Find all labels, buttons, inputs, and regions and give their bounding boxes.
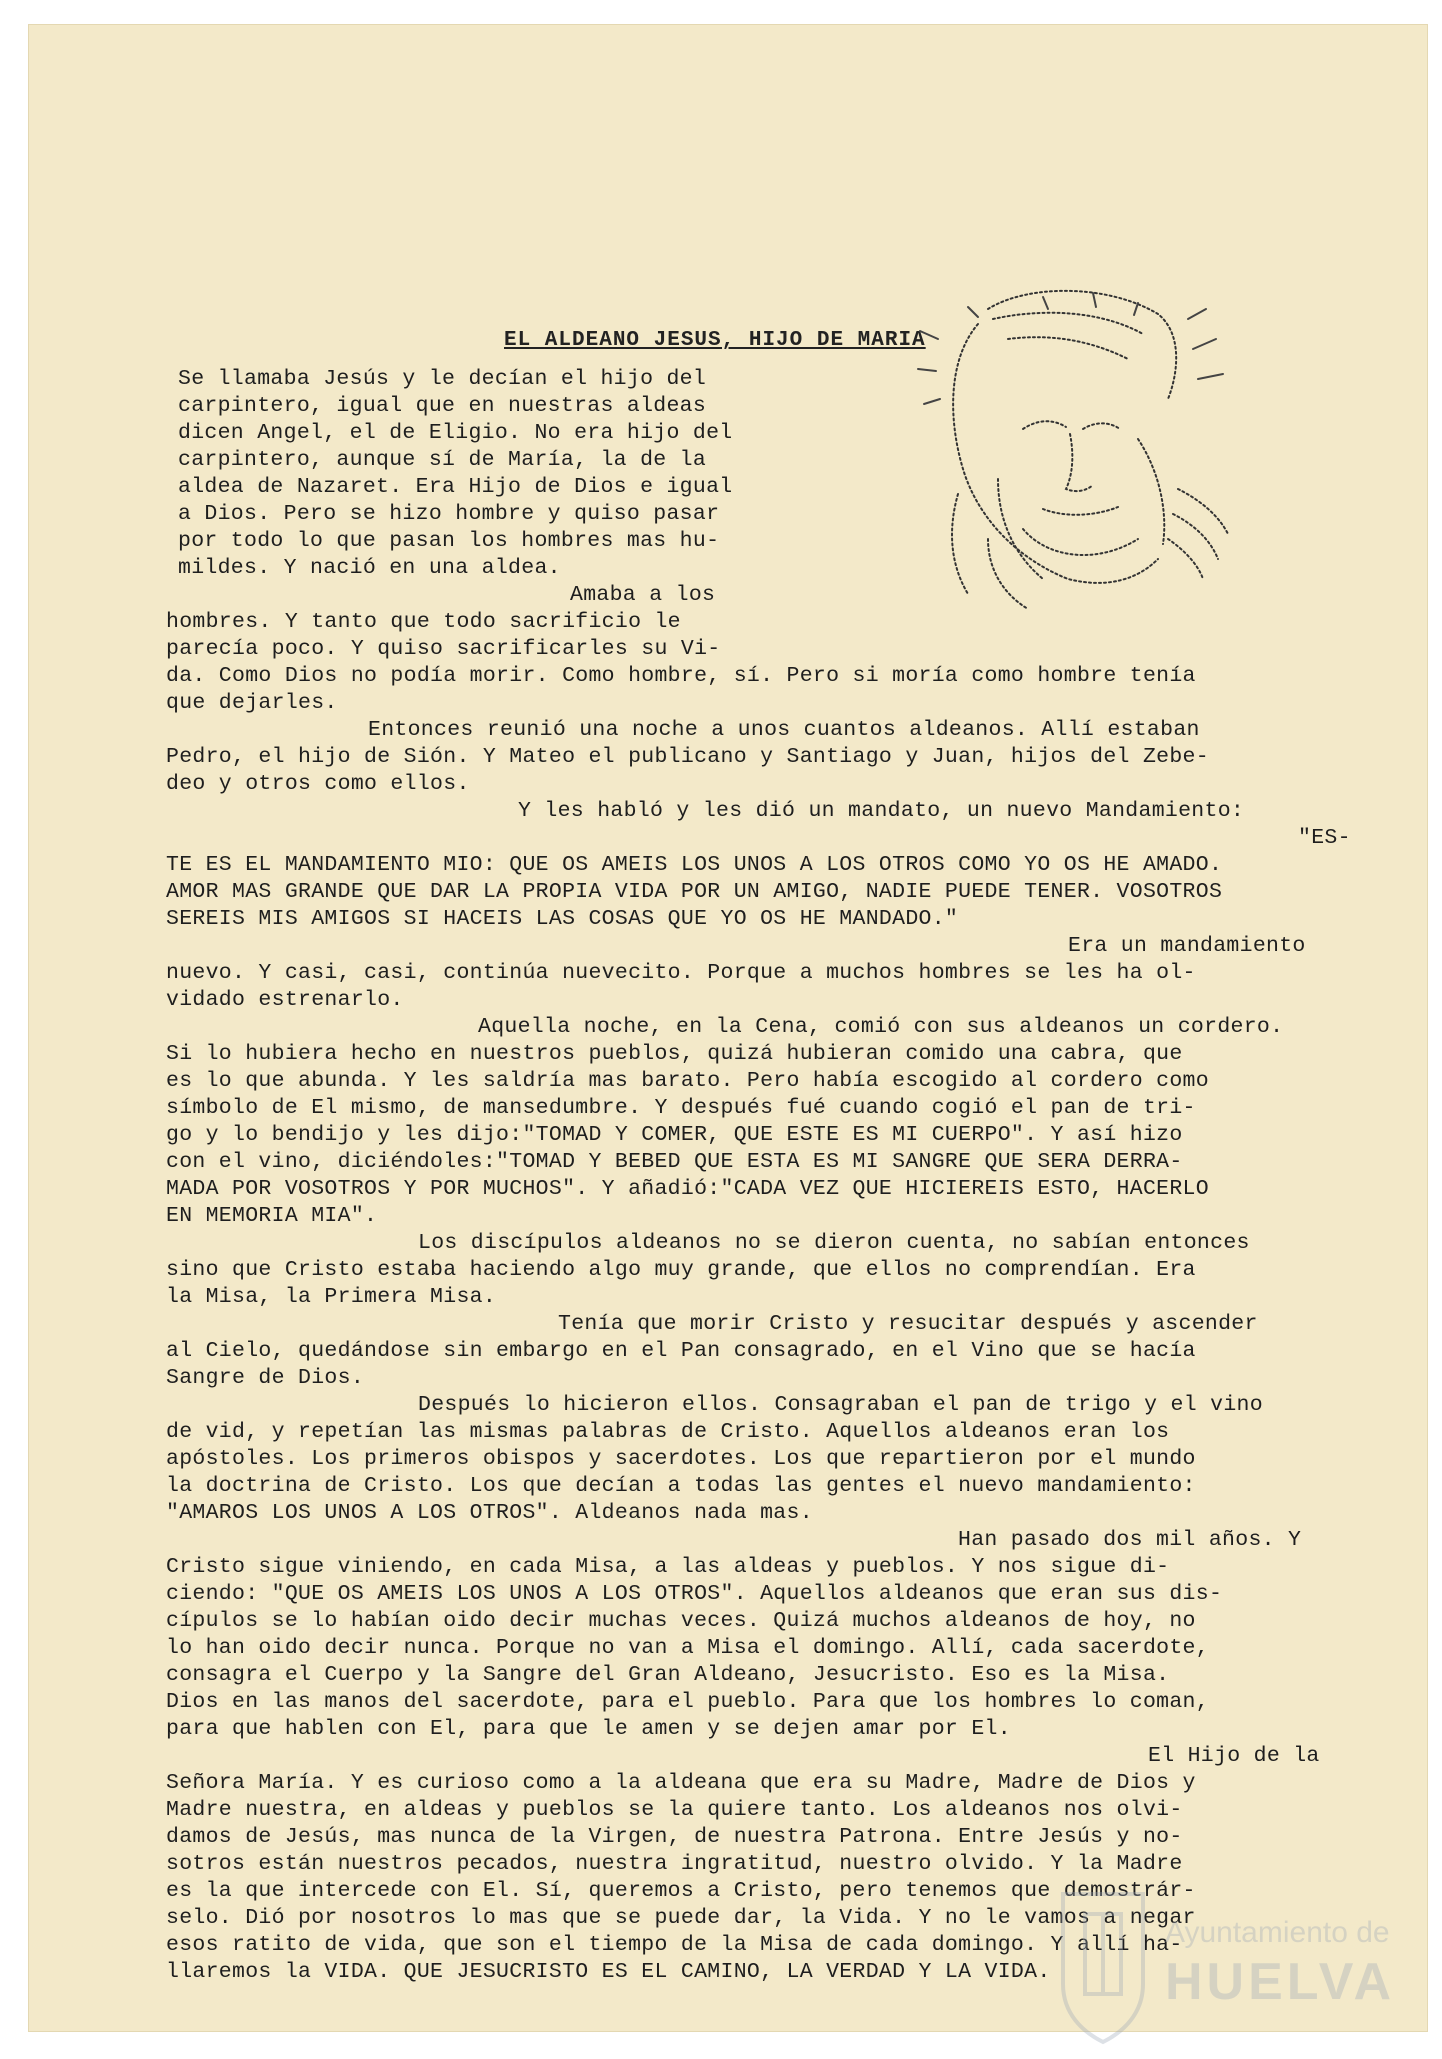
- document-title: EL ALDEANO JESUS, HIJO DE MARIA: [504, 329, 926, 352]
- text-line: go y lo bendijo y les dijo:"TOMAD Y COMER, QUE ESTE ES MI CUERPO". Y así hizo: [166, 1123, 1183, 1147]
- text-line: Dios en las manos del sacerdote, para el pueblo. Para que los hombres lo coman,: [166, 1690, 1209, 1714]
- text-line: para que hablen con El, para que le amen y se dejen amar por El.: [166, 1717, 1011, 1741]
- text-line: "AMAROS LOS UNOS A LOS OTROS". Aldeanos nada mas.: [166, 1501, 813, 1525]
- text-line: TE ES EL MANDAMIENTO MIO: QUE OS AMEIS LOS UNOS A LOS OTROS COMO YO OS HE AMADO.: [166, 853, 1223, 877]
- text-line: de vid, y repetían las mismas palabras de Cristo. Aquellos aldeanos eran los: [166, 1420, 1170, 1444]
- text-line: Si lo hubiera hecho en nuestros pueblos, quizá hubieran comido una cabra, que: [166, 1042, 1183, 1066]
- text-line: deo y otros como ellos.: [166, 772, 470, 796]
- text-line: Tenía que morir Cristo y resucitar después y ascender: [558, 1312, 1258, 1336]
- text-line: selo. Dió por nosotros lo mas que se puede dar, la Vida. Y no le vamos a negar: [166, 1906, 1196, 1930]
- text-line: Amaba a los: [570, 583, 716, 607]
- text-line: MADA POR VOSOTROS Y POR MUCHOS". Y añadió:"CADA VEZ QUE HICIEREIS ESTO, HACERLO: [166, 1177, 1209, 1201]
- text-line: Entonces reunió una noche a unos cuantos aldeanos. Allí estaban: [368, 718, 1200, 742]
- text-line: carpintero, igual que en nuestras aldeas: [178, 394, 707, 418]
- text-line: a Dios. Pero se hizo hombre y quiso pasar: [178, 502, 720, 526]
- text-line: consagra el Cuerpo y la Sangre del Gran Aldeano, Jesucristo. Eso es la Misa.: [166, 1663, 1170, 1687]
- text-line: SEREIS MIS AMIGOS SI HACEIS LAS COSAS QUE YO OS HE MANDADO.": [166, 907, 959, 931]
- text-line: AMOR MAS GRANDE QUE DAR LA PROPIA VIDA POR UN AMIGO, NADIE PUEDE TENER. VOSOTROS: [166, 880, 1223, 904]
- text-line: da. Como Dios no podía morir. Como hombre, sí. Pero si moría como hombre tenía: [166, 664, 1196, 688]
- text-line: dicen Angel, el de Eligio. No era hijo del: [178, 421, 733, 445]
- text-line: cípulos se lo habían oido decir muchas veces. Quizá muchos aldeanos de hoy, no: [166, 1609, 1196, 1633]
- text-line: parecía poco. Y quiso sacrificarles su Vi-: [166, 637, 721, 661]
- ayuntamiento-huelva-watermark: [1043, 1864, 1423, 2059]
- text-line: Se llamaba Jesús y le decían el hijo del: [178, 367, 707, 391]
- text-line: que dejarles.: [166, 691, 338, 715]
- text-line: por todo lo que pasan los hombres mas hu-: [178, 529, 720, 553]
- coat-of-arms-icon: [1063, 1894, 1143, 2042]
- text-line: llaremos la VIDA. QUE JESUCRISTO ES EL CAMINO, LA VERDAD Y LA VIDA.: [166, 1960, 1051, 1984]
- text-line: es lo que abunda. Y les saldría mas barato. Pero había escogido al cordero como: [166, 1069, 1209, 1093]
- text-line: carpintero, aunque sí de María, la de la: [178, 448, 707, 472]
- text-line: aldea de Nazaret. Era Hijo de Dios e igual: [178, 475, 733, 499]
- text-line: hombres. Y tanto que todo sacrificio le: [166, 610, 681, 634]
- text-line: Era un mandamiento: [1068, 934, 1306, 958]
- text-line: sino que Cristo estaba haciendo algo muy grande, que ellos no comprendían. Era: [166, 1258, 1196, 1282]
- text-line: la Misa, la Primera Misa.: [166, 1285, 497, 1309]
- watermark-line1: Ayuntamiento de: [1165, 1916, 1390, 1949]
- document-sheet: [28, 24, 1428, 2032]
- text-line: Los discípulos aldeanos no se dieron cuenta, no sabían entonces: [418, 1231, 1250, 1255]
- text-line: ciendo: "QUE OS AMEIS LOS UNOS A LOS OTROS". Aquellos aldeanos que eran sus dis-: [166, 1582, 1223, 1606]
- text-line: EN MEMORIA MIA".: [166, 1204, 378, 1228]
- text-line: símbolo de El mismo, de mansedumbre. Y después fué cuando cogió el pan de tri-: [166, 1096, 1196, 1120]
- text-line: Han pasado dos mil años. Y: [958, 1528, 1302, 1552]
- text-line: vidado estrenarlo.: [166, 988, 404, 1012]
- text-line: Después lo hicieron ellos. Consagraban el pan de trigo y el vino: [418, 1393, 1263, 1417]
- text-line: Y les habló y les dió un mandato, un nuevo Mandamiento:: [518, 799, 1245, 823]
- text-line: Señora María. Y es curioso como a la aldeana que era su Madre, Madre de Dios y: [166, 1771, 1196, 1795]
- text-line: damos de Jesús, mas nunca de la Virgen, de nuestra Patrona. Entre Jesús y no-: [166, 1825, 1183, 1849]
- text-line: con el vino, diciéndoles:"TOMAD Y BEBED QUE ESTA ES MI SANGRE QUE SERA DERRA-: [166, 1150, 1183, 1174]
- text-line: El Hijo de la: [1148, 1744, 1320, 1768]
- text-line: lo han oido decir nunca. Porque no van a Misa el domingo. Allí, cada sacerdote,: [166, 1636, 1209, 1660]
- text-line: la doctrina de Cristo. Los que decían a todas las gentes el nuevo mandamiento:: [166, 1474, 1196, 1498]
- text-line: es la que intercede con El. Sí, queremos a Cristo, pero tenemos que demostrár-: [166, 1879, 1196, 1903]
- text-line: apóstoles. Los primeros obispos y sacerdotes. Los que repartieron por el mundo: [166, 1447, 1196, 1471]
- text-line: Madre nuestra, en aldeas y pueblos se la quiere tanto. Los aldeanos nos olvi-: [166, 1798, 1183, 1822]
- text-line: nuevo. Y casi, casi, continúa nuevecito. Porque a muchos hombres se les ha ol-: [166, 961, 1196, 985]
- text-line: mildes. Y nació en una aldea.: [178, 556, 561, 580]
- text-line: Sangre de Dios.: [166, 1366, 365, 1390]
- text-line: Pedro, el hijo de Sión. Y Mateo el publicano y Santiago y Juan, hijos del Zebe-: [166, 745, 1209, 769]
- text-line: Cristo sigue viniendo, en cada Misa, a las aldeas y pueblos. Y nos sigue di-: [166, 1555, 1170, 1579]
- text-line: esos ratito de vida, que son el tiempo de la Misa de cada domingo. Y allí ha-: [166, 1933, 1183, 1957]
- text-line: sotros están nuestros pecados, nuestra ingratitud, nuestro olvido. Y la Madre: [166, 1852, 1183, 1876]
- text-line: "ES-: [1298, 826, 1351, 850]
- christ-portrait-illustration: [838, 279, 1258, 619]
- text-line: Aquella noche, en la Cena, comió con sus aldeanos un cordero.: [478, 1015, 1284, 1039]
- text-line: al Cielo, quedándose sin embargo en el Pan consagrado, en el Vino que se hacía: [166, 1339, 1196, 1363]
- watermark-line2: HUELVA: [1165, 1953, 1396, 2011]
